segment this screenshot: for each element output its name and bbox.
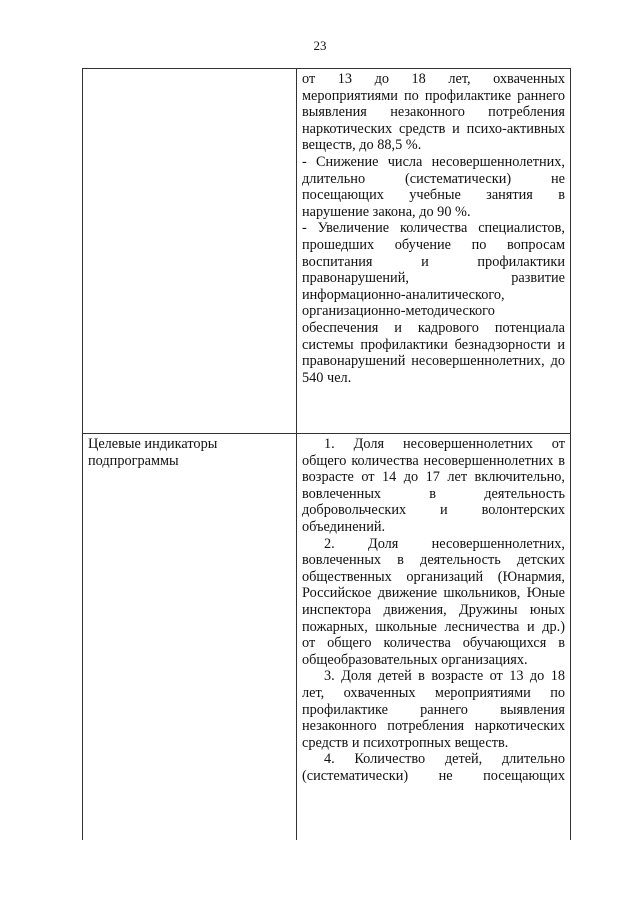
table-row xyxy=(83,434,571,841)
table-row xyxy=(83,69,571,434)
table-cell-continued-text xyxy=(297,69,571,434)
paragraph-truancy: - Снижение числа несовершеннолетних, длительно (систематически) не посещающих учебные занятия в нарушение закона, до 90 %. xyxy=(302,153,565,220)
paragraph-continued: от 13 до 18 лет, охваченных мероприятиями по профилактикe раннего выявления незаконного потребления наркотических средств и психо-активных веществ, до 88,5 %. xyxy=(302,71,565,154)
page-number: 23 xyxy=(313,38,327,53)
indicator-1: 1. Доля несовершеннолетних от общего количества несовершеннолетних в возрасте от 14 до 17 лет включительно, вовлеченных в деятельность добровольческих и волонтерских объединений. xyxy=(302,436,565,535)
indicators-table xyxy=(82,68,571,840)
indicator-4: 4. Количество детей, длительно (систематически) не посещающих xyxy=(302,751,565,784)
table-cell-label: Целевые индикаторы подпрограммы xyxy=(83,434,297,841)
indicator-2: 2. Доля несовершеннолетних, вовлеченных в деятельность детских общественных организаций (Юнармия, Российское движение школьников, Юные инспектора движения, Дружины юных пожарных, школьные лесничества и др.) от общего количества обучающихся в общеобразовательных организациях. xyxy=(302,535,565,668)
table-cell-indicators xyxy=(297,434,571,841)
table-cell-empty xyxy=(83,69,297,434)
paragraph-specialists: - Увеличение количества специалистов, прошедших обучение по вопросам воспитания и профилактики правонарушений, развитие информационно-аналитического, организационно-методического обеспечения и кадрового потенциала системы профилактики безнадзорности и правонарушений несовершеннолетних, до 540 чел. xyxy=(302,220,565,386)
indicator-3: 3. Доля детей в возрасте от 13 до 18 лет, охваченных мероприятиями по профилактике раннего выявления незаконного потребления наркотических средств и психотропных веществ. xyxy=(302,668,565,751)
